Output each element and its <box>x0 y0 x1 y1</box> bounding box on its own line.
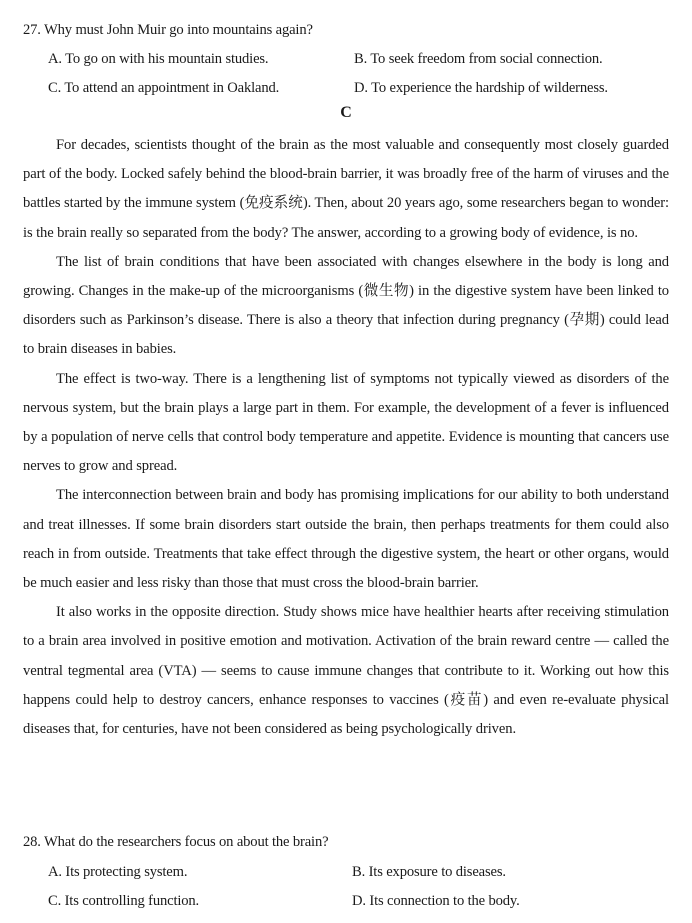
passage-paragraph: For decades, scientists thought of the brain as the most valuable and consequently most closely guarded part of the body. Locked safely behind the blood-brain barrier, it was broadly free of the harm of viruses and the battles started by the immune system (免疫系统). Then, about 20 years ago, some researchers began to wonder: is the brain really so separated from the body? The answer, according to a growing body of evidence, is no. <box>23 137 669 241</box>
passage-c <box>23 131 669 744</box>
question-27-option-c[interactable]: C. To attend an appointment in Oakland. <box>48 80 280 96</box>
question-27-option-d[interactable]: D. To experience the hardship of wilderness. <box>354 80 608 96</box>
question-28-option-c[interactable]: C. Its controlling function. <box>48 893 200 909</box>
passage-paragraph: It also works in the opposite direction. Study shows mice have healthier hearts after receiving stimulation to a brain area involved in positive emotion and motivation. Activation of the brain reward centre — called the ventral tegmental area (VTA) — seems to cause immune changes that contribute to it. Working out how this happens could help to destroy cancers, enhance responses to vaccines (疫苗) and even re-evaluate physical diseases that, for centuries, have not been considered as being psychologically driven. <box>23 604 669 738</box>
passage-paragraph: The effect is two-way. There is a lengthening list of symptoms not typically viewed as disorders of the nervous system, but the brain plays a large part in them. For example, the development of a fever is influenced by a population of nerve cells that control body temperature and appetite. Evidence is mounting that cancers use nerves to grow and spread. <box>23 370 669 475</box>
question-28-option-d[interactable]: D. Its connection to the body. <box>352 893 520 909</box>
question-27-option-a[interactable]: A. To go on with his mountain studies. <box>48 51 269 67</box>
passage-paragraph: The list of brain conditions that have been associated with changes elsewhere in the body is long and growing. Changes in the make-up of the microorganisms (微生物) in the digestive system have been linked to disorders such as Parkinson’s disease. There is also a theory that infection during pregnancy (孕期) could lead to brain diseases in babies. <box>23 253 669 358</box>
question-28-option-b[interactable]: B. Its exposure to diseases. <box>352 864 506 880</box>
section-heading: C <box>340 104 352 121</box>
question-27-option-b[interactable]: B. To seek freedom from social connection. <box>354 51 603 67</box>
question-28-stem: 28. What do the researchers focus on about the brain? <box>23 834 329 850</box>
passage-paragraph: The interconnection between brain and body has promising implications for our ability to both understand and treat illnesses. If some brain disorders start outside the brain, then perhaps treatments for them could also reach in from outside. Treatments that take effect through the digestive system, the heart or other organs, would be much easier and less risky than those that must cross the blood-brain barrier. <box>23 487 669 592</box>
question-27-stem: 27. Why must John Muir go into mountains again? <box>23 22 313 38</box>
question-28-option-a[interactable]: A. Its protecting system. <box>48 864 188 880</box>
